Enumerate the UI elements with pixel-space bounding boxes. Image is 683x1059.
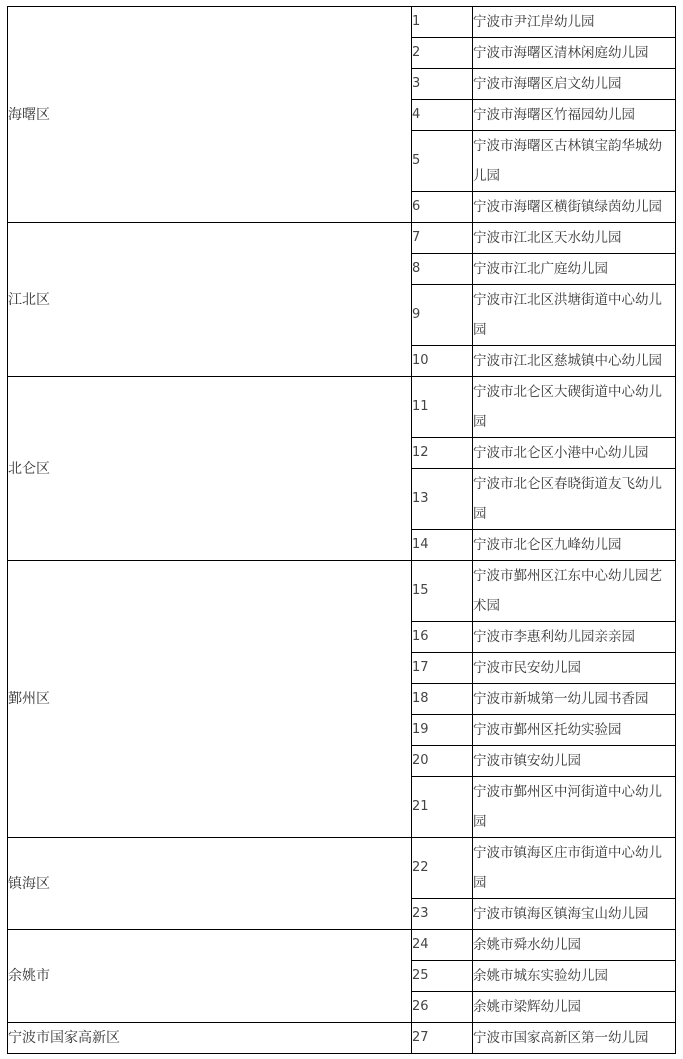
school-number: 15 xyxy=(412,561,473,622)
school-number: 10 xyxy=(412,346,473,377)
school-number: 6 xyxy=(412,192,473,223)
table-row xyxy=(8,377,676,438)
school-name: 宁波市北仑区春晓街道友飞幼儿园 xyxy=(473,469,676,530)
table-row xyxy=(8,223,676,254)
school-number: 2 xyxy=(412,38,473,69)
school-number: 24 xyxy=(412,930,473,961)
table-row xyxy=(8,561,676,622)
table-row xyxy=(8,930,676,961)
school-name: 宁波市北仑区小港中心幼儿园 xyxy=(473,438,676,469)
school-name: 宁波市镇安幼儿园 xyxy=(473,746,676,777)
school-name: 宁波市国家高新区第一幼儿园 xyxy=(473,1023,676,1054)
school-name: 宁波市李惠利幼儿园亲亲园 xyxy=(473,622,676,653)
school-name: 宁波市海曙区清林闲庭幼儿园 xyxy=(473,38,676,69)
school-number: 14 xyxy=(412,530,473,561)
school-name: 宁波市海曙区竹福园幼儿园 xyxy=(473,100,676,131)
school-number: 27 xyxy=(412,1023,473,1054)
school-number: 11 xyxy=(412,377,473,438)
school-name: 宁波市江北区天水幼儿园 xyxy=(473,223,676,254)
school-name: 余姚市梁辉幼儿园 xyxy=(473,992,676,1023)
school-name: 余姚市城东实验幼儿园 xyxy=(473,961,676,992)
kindergarten-table xyxy=(7,6,676,1054)
school-number: 19 xyxy=(412,715,473,746)
school-name: 宁波市北仑区大碶街道中心幼儿园 xyxy=(473,377,676,438)
school-name: 宁波市民安幼儿园 xyxy=(473,653,676,684)
school-name: 宁波市镇海区镇海宝山幼儿园 xyxy=(473,899,676,930)
district-cell: 北仑区 xyxy=(8,377,412,561)
school-number: 13 xyxy=(412,469,473,530)
school-name: 宁波市江北区慈城镇中心幼儿园 xyxy=(473,346,676,377)
district-cell: 余姚市 xyxy=(8,930,412,1023)
school-number: 21 xyxy=(412,777,473,838)
school-name: 宁波市鄞州区江东中心幼儿园艺术园 xyxy=(473,561,676,622)
table-row xyxy=(8,7,676,38)
district-cell: 海曙区 xyxy=(8,7,412,223)
school-number: 4 xyxy=(412,100,473,131)
school-number: 17 xyxy=(412,653,473,684)
school-name: 宁波市尹江岸幼儿园 xyxy=(473,7,676,38)
school-number: 23 xyxy=(412,899,473,930)
school-number: 5 xyxy=(412,131,473,192)
school-number: 8 xyxy=(412,254,473,285)
school-name: 宁波市海曙区古林镇宝韵华城幼儿园 xyxy=(473,131,676,192)
school-number: 1 xyxy=(412,7,473,38)
school-number: 25 xyxy=(412,961,473,992)
school-number: 16 xyxy=(412,622,473,653)
school-name: 宁波市新城第一幼儿园书香园 xyxy=(473,684,676,715)
school-number: 26 xyxy=(412,992,473,1023)
school-name: 宁波市海曙区启文幼儿园 xyxy=(473,69,676,100)
district-cell: 镇海区 xyxy=(8,838,412,930)
district-cell: 鄞州区 xyxy=(8,561,412,838)
school-number: 20 xyxy=(412,746,473,777)
school-number: 7 xyxy=(412,223,473,254)
school-number: 18 xyxy=(412,684,473,715)
school-name: 宁波市江北区洪塘街道中心幼儿园 xyxy=(473,285,676,346)
school-number: 12 xyxy=(412,438,473,469)
school-name: 宁波市镇海区庄市街道中心幼儿园 xyxy=(473,838,676,899)
school-number: 3 xyxy=(412,69,473,100)
school-name: 宁波市海曙区横街镇绿茵幼儿园 xyxy=(473,192,676,223)
district-cell: 宁波市国家高新区 xyxy=(8,1023,412,1054)
school-name: 余姚市舜水幼儿园 xyxy=(473,930,676,961)
school-number: 9 xyxy=(412,285,473,346)
district-cell: 江北区 xyxy=(8,223,412,377)
school-name: 宁波市北仑区九峰幼儿园 xyxy=(473,530,676,561)
table-row xyxy=(8,1023,676,1054)
school-name: 宁波市江北广庭幼儿园 xyxy=(473,254,676,285)
school-name: 宁波市鄞州区中河街道中心幼儿园 xyxy=(473,777,676,838)
table-row xyxy=(8,838,676,899)
school-number: 22 xyxy=(412,838,473,899)
school-name: 宁波市鄞州区托幼实验园 xyxy=(473,715,676,746)
